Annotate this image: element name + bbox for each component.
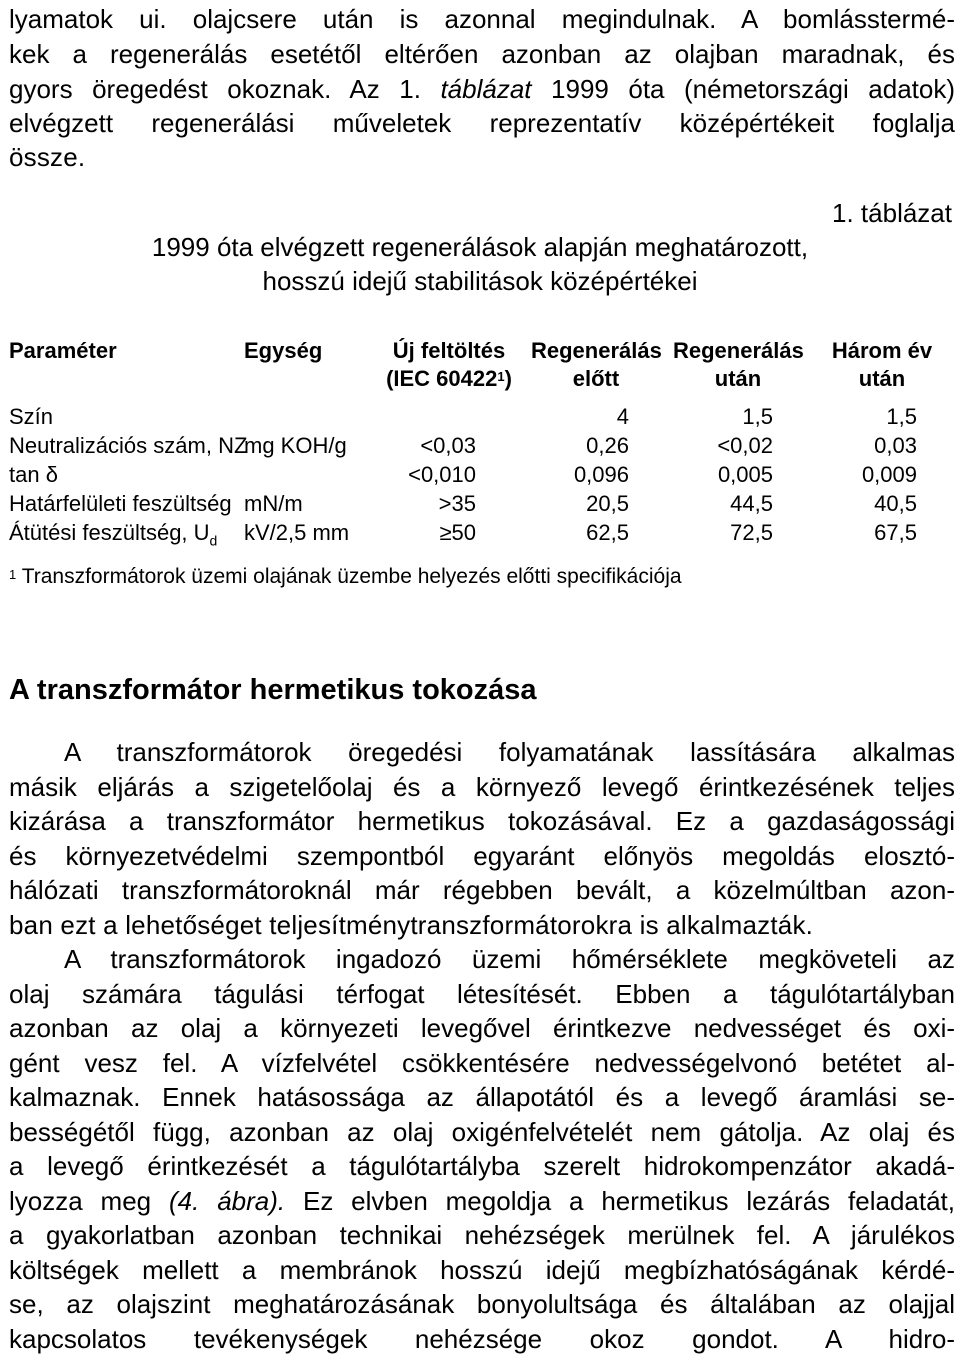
paragraph-1-line: és környezetvédelmi szempontból egyaránt előnyös megoldás elosztó-: [9, 840, 955, 871]
intro-line-4: elvégzett regenerálási műveletek reprezentatív középértékeit foglalja: [9, 108, 955, 138]
table-title-line-2: hosszú idejű stabilitások középértékei: [262, 266, 698, 296]
paragraph-2-line: kalmaznak. Ennek hatásossága az állapotától és a levegő áramlási se-: [9, 1082, 955, 1112]
header-new-fill: Új feltöltés (IEC 60422$^1$): [386, 338, 512, 391]
table-cell-param: tan δ: [9, 462, 58, 487]
table-cell-new: ≥50: [439, 520, 476, 545]
paragraph-2-line: lyozza meg (4. ábra). Ez elvben megoldja a hermetikus lezárás feladatát,: [9, 1185, 955, 1216]
table-cell-unit: kV/2,5 mm: [244, 520, 350, 545]
table-cell-after: 1,5: [742, 404, 773, 429]
table-cell-before: 0,096: [573, 462, 629, 487]
table-cell-param: Neutralizációs szám, NZ: [9, 433, 248, 458]
section-heading: A transzformátor hermetikus tokozása: [9, 674, 537, 706]
table-cell-before: 4: [616, 404, 629, 429]
table-cell-three: 67,5: [874, 520, 917, 545]
table-reference: táblázat: [440, 74, 532, 104]
paragraph-1-line: A transzformátorok öregedési folyamatának lassítására alkalmas: [64, 737, 955, 767]
table-cell-new: >35: [438, 491, 476, 516]
intro-line-2: kek a regenerálás esetétől eltérően azonban az olajban maradnak, és: [9, 39, 955, 69]
paragraph-2-line: azonban az olaj a környezeti levegővel érintkezve nedvességet és oxi-: [9, 1013, 955, 1043]
table-cell-unit: mg KOH/g: [244, 433, 347, 458]
table-cell-before: 0,26: [586, 433, 629, 458]
table-cell-three: 0,009: [861, 462, 917, 487]
table-cell-param: Határfelületi feszültség: [9, 491, 232, 516]
table-cell-after: 72,5: [730, 520, 773, 545]
header-three-years: Három év után: [831, 338, 933, 391]
table-cell-three: 40,5: [874, 491, 917, 516]
table-cell-new: <0,010: [408, 462, 476, 487]
intro-line-5: össze.: [9, 142, 86, 172]
table-cell-new: <0,03: [420, 433, 476, 458]
table-cell-before: 20,5: [586, 491, 629, 516]
table-title-line-1: 1999 óta elvégzett regenerálások alapján meghatározott,: [151, 232, 809, 262]
paragraph-1-line: ban ezt a lehetőséget teljesítménytranszformátorokra is alkalmazták.: [9, 909, 814, 940]
figure-reference: (4. ábra).: [169, 1185, 286, 1216]
paragraph-2-line: a levegő érintkezését a tágulótartályba szerelt hidrokompenzátor akadá-: [9, 1151, 955, 1181]
paragraph-2-line: kapcsolatos tevékenységek nehézsége okoz gondot. A hidro-: [9, 1323, 955, 1354]
intro-line-3: gyors öregedést okoznak. Az 1. táblázat 1999 óta (németországi adatok): [9, 74, 955, 104]
paragraph-1-line: hálózati transzformátoroknál már régebben bevált, a közelmúltban azon-: [9, 875, 955, 905]
paragraph-2-line: se, az olajszint meghatározásának bonyolultsága és általában az olajjal: [9, 1289, 955, 1319]
paragraph-1-line: másik eljárás a szigetelőolaj és a környező levegő érintkezésének teljes: [9, 771, 955, 802]
table-cell-after: 0,005: [717, 462, 773, 487]
header-unit: Egység: [244, 338, 323, 363]
table-cell-after: 44,5: [730, 491, 773, 516]
paragraph-2-line: költségek mellett a membránok hosszú idejű megbízhatóságának kérdé-: [9, 1254, 955, 1285]
table-footnote: $^1$ Transzformátorok üzemi olajának üzembe helyezés előtti specifikációja: [9, 565, 682, 588]
table-cell-three: 0,03: [874, 433, 917, 458]
header-before-regeneration: Regenerálás előtt: [531, 338, 662, 391]
table-cell-three: 1,5: [886, 404, 917, 429]
paragraph-1-line: kizárása a transzformátor hermetikus tokozásával. Ez a gazdaságossági: [9, 806, 955, 836]
table-cell-param: Átütési feszültség, $U_d$: [9, 520, 218, 549]
table-cell-after: <0,02: [717, 433, 773, 458]
paragraph-2-line: bességétől függ, azonban az olaj oxigénfelvételét nem gátolja. Az olaj és: [9, 1116, 955, 1147]
table-cell-before: 62,5: [586, 520, 629, 545]
paragraph-2-line: a gyakorlatban azonban technikai nehézségek merülnek fel. A járulékos: [9, 1220, 955, 1250]
table-label: 1. táblázat: [832, 198, 952, 228]
table-cell-param: Szín: [9, 404, 54, 429]
paragraph-2-line: A transzformátorok ingadozó üzemi hőmérséklete megköveteli az: [64, 944, 955, 974]
paragraph-2-line: olaj számára tágulási térfogat létesítését. Ebben a tágulótartályban: [9, 978, 955, 1009]
header-parameter: Paraméter: [9, 338, 117, 363]
intro-line-1: lyamatok ui. olajcsere után is azonnal megindulnak. A bomlásstermé-: [9, 4, 955, 34]
paragraph-2-line: gént vesz fel. A vízfelvétel csökkentésére nedvességelvonó betétet al-: [9, 1047, 955, 1078]
header-after-regeneration: Regenerálás után: [673, 338, 804, 391]
table-cell-unit: mN/m: [244, 491, 303, 516]
